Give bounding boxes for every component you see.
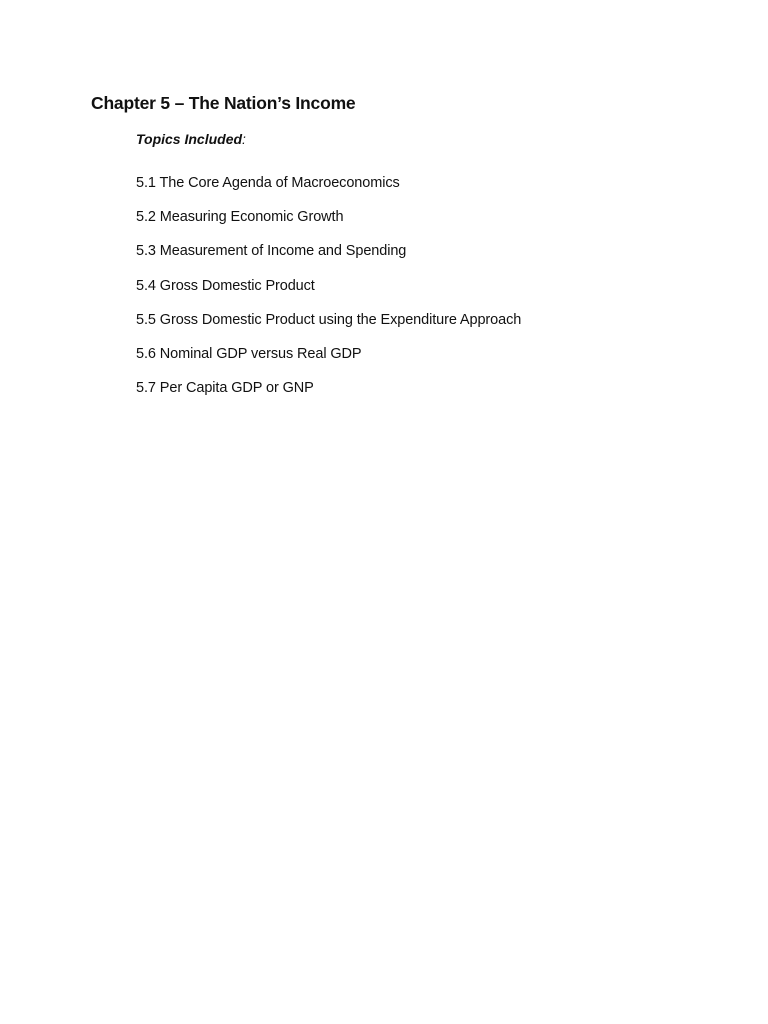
- topics-heading: [136, 131, 246, 147]
- topic-item: 5.7 Per Capita GDP or GNP: [136, 380, 314, 397]
- topics-colon: :: [242, 131, 246, 147]
- topics-label: Topics Included: [136, 131, 243, 147]
- chapter-title: Chapter 5 – The Nation’s Income: [91, 93, 356, 113]
- topic-item: 5.3 Measurement of Income and Spending: [136, 243, 407, 260]
- topic-item: 5.6 Nominal GDP versus Real GDP: [136, 345, 362, 362]
- topic-item: 5.2 Measuring Economic Growth: [136, 209, 344, 226]
- topic-item: 5.4 Gross Domestic Product: [136, 277, 315, 294]
- topic-item: 5.5 Gross Domestic Product using the Expenditure Approach: [136, 311, 522, 328]
- topic-item: 5.1 The Core Agenda of Macroeconomics: [136, 175, 400, 191]
- topic-list: [136, 166, 521, 405]
